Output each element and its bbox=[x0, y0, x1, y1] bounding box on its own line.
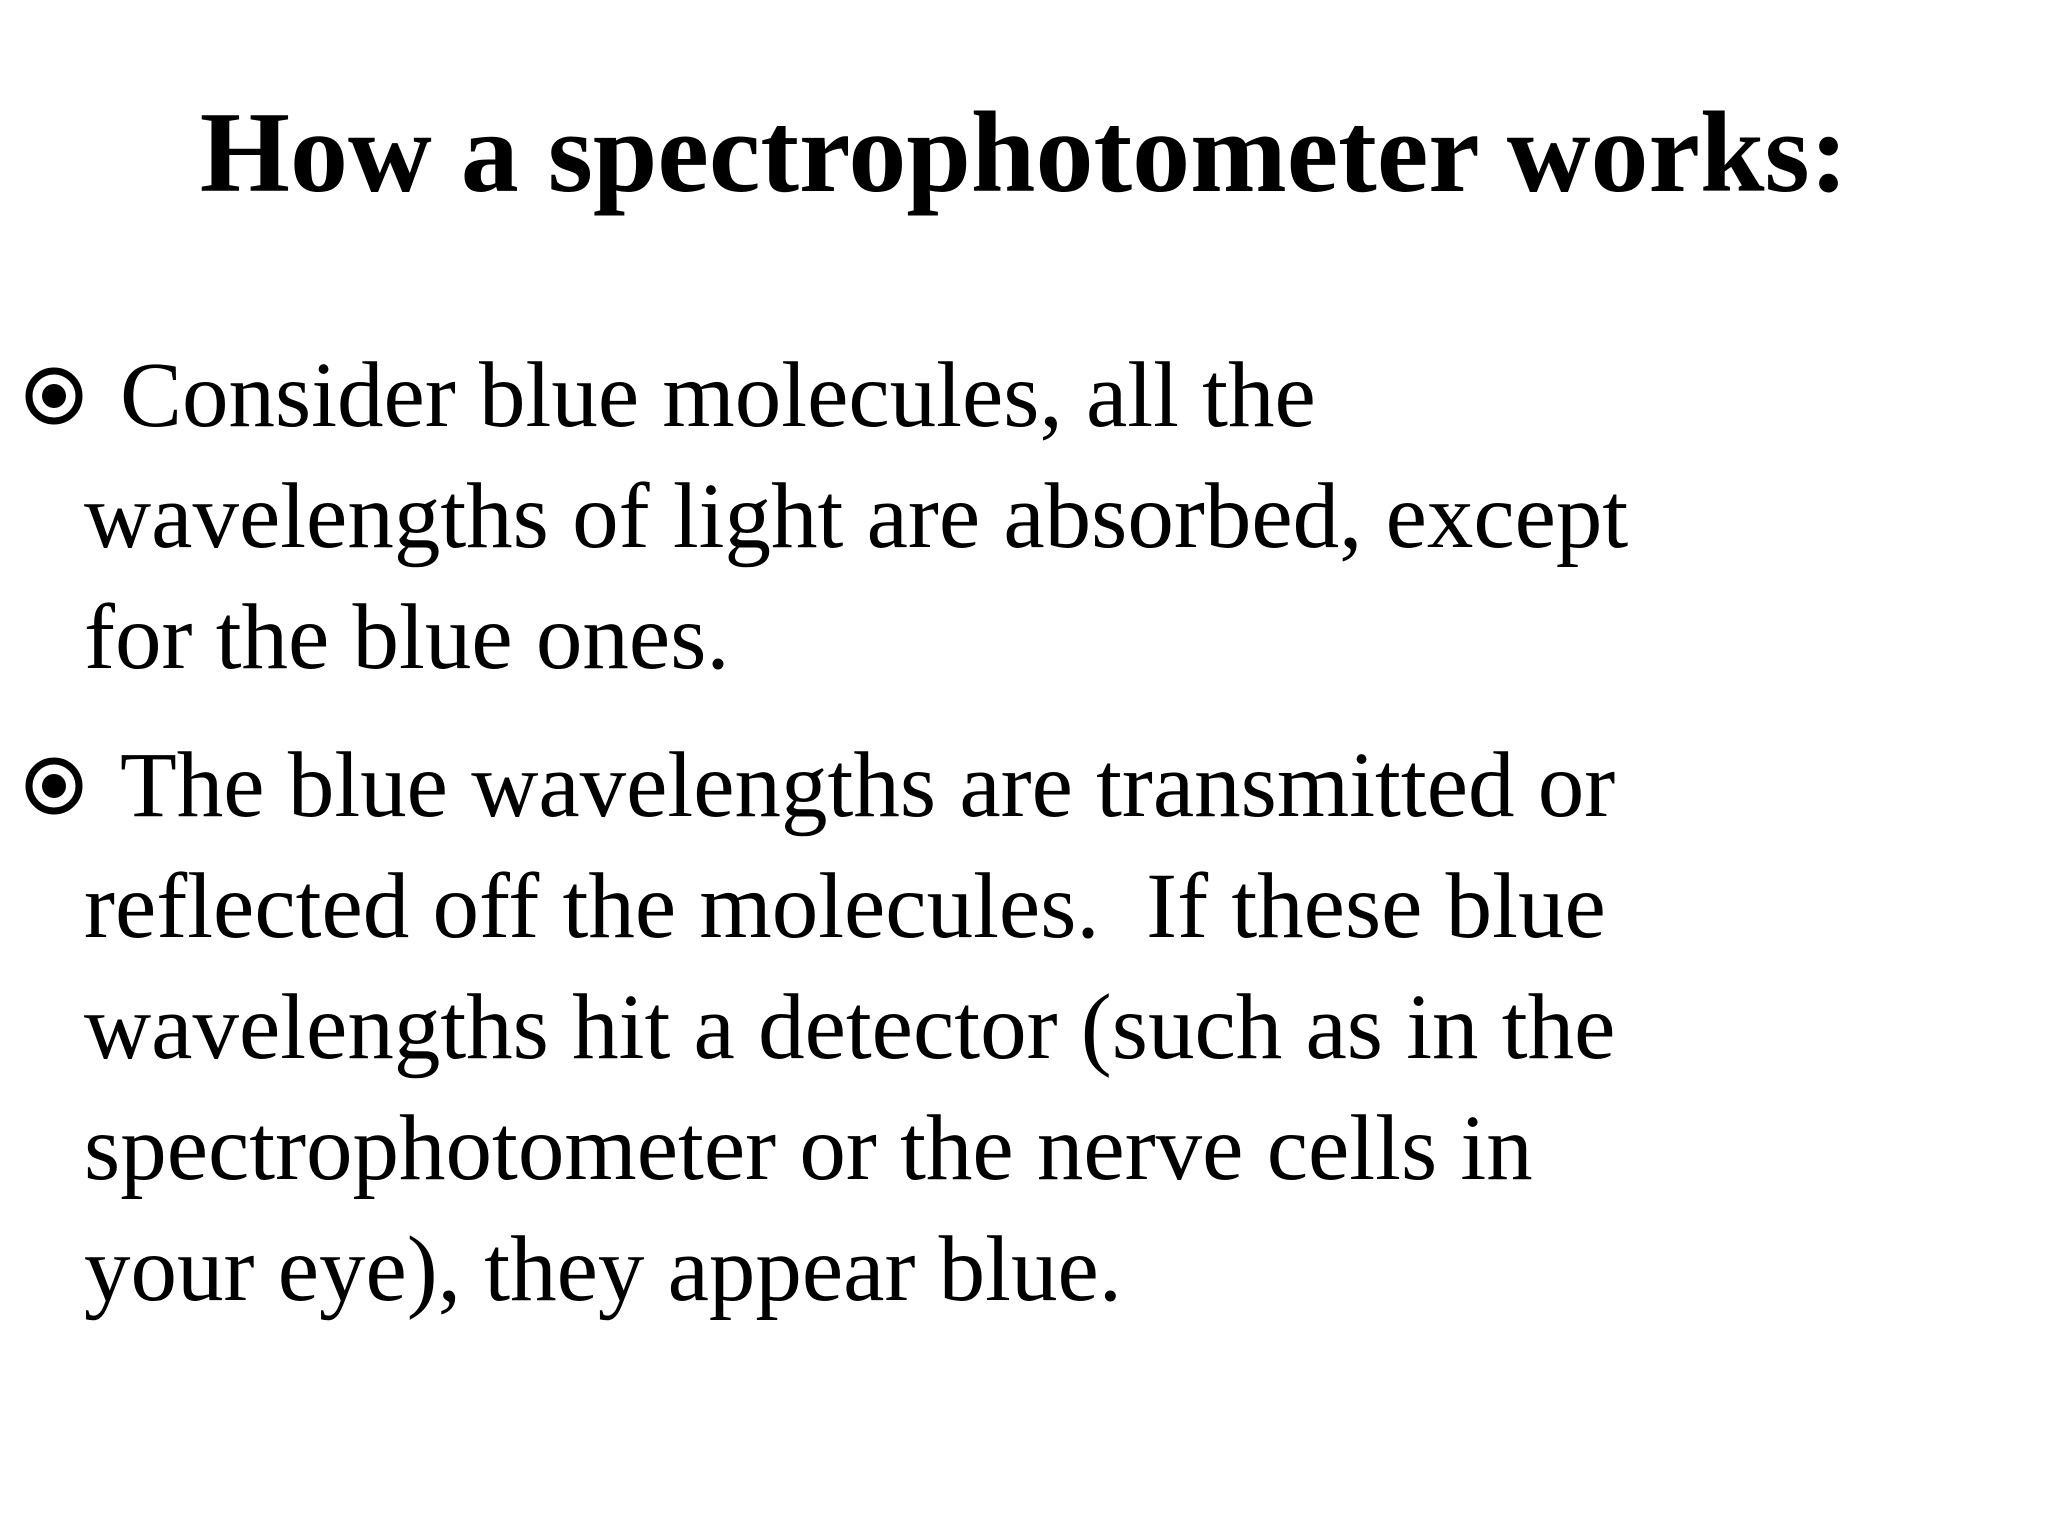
bullet-text-line: reflected off the molecules. If these blue bbox=[84, 855, 1606, 958]
circled-dot-icon bbox=[25, 367, 83, 425]
circled-dot-icon bbox=[25, 757, 83, 815]
bullet-item bbox=[0, 725, 1960, 1330]
bullet-text-line: Consider blue molecules, all the bbox=[120, 344, 1316, 447]
slide-title: How a spectrophotometer works: bbox=[199, 89, 1849, 217]
bullet-list bbox=[0, 335, 1960, 1330]
bullet-text-line: The blue wavelengths are transmitted or bbox=[120, 734, 1616, 837]
bullet-item bbox=[0, 335, 1960, 698]
bullet-text-line: your eye), they appear blue. bbox=[84, 1218, 1123, 1321]
bullet-text-line: spectrophotometer or the nerve cells in bbox=[84, 1097, 1533, 1200]
bullet-text-line: for the blue ones. bbox=[84, 586, 730, 689]
bullet-text-line: wavelengths hit a detector (such as in the bbox=[84, 976, 1616, 1079]
bullet-text-line: wavelengths of light are absorbed, except bbox=[84, 465, 1629, 568]
